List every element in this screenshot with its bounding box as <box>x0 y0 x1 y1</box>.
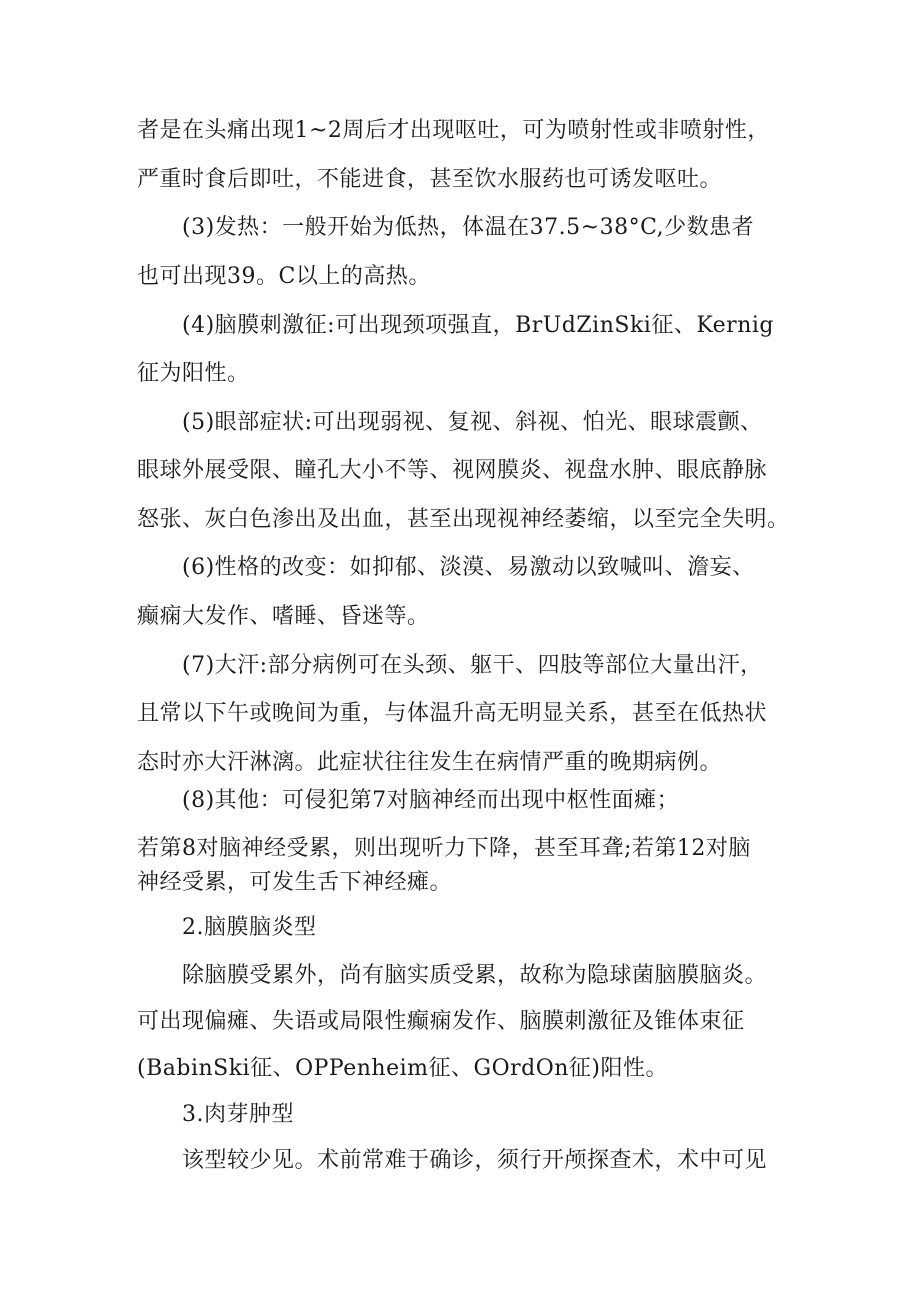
body-text-line: 者是在头痛出现1~2周后才出现呕吐，可为喷射性或非喷射性， <box>137 118 770 143</box>
section-heading-granuloma: 3.肉芽肿型 <box>182 1102 294 1127</box>
body-text-line: 若第8对脑神经受累，则出现听力下降，甚至耳聋;若第12对脑 <box>137 836 751 861</box>
list-item-eye-symptoms: (5)眼部症状:可出现弱视、复视、斜视、怕光、眼球震颤、 <box>182 410 763 435</box>
body-text-line: 严重时食后即吐，不能进食，甚至饮水服药也可诱发呕吐。 <box>137 167 723 192</box>
body-text-line: 该型较少见。术前常难于确诊，须行开颅探查术，术中可见 <box>182 1148 768 1173</box>
section-heading-meningoencephalitis: 2.脑膜脑炎型 <box>182 915 317 940</box>
list-item-personality-change: (6)性格的改变：如抑郁、淡漠、易激动以致喊叫、澹妄、 <box>182 555 755 580</box>
list-item-meningeal-signs: (4)脑膜刺激征:可出现颈项强直，BrUdZinSki征、Kernig <box>182 313 774 338</box>
body-text-line: 除脑膜受累外，尚有脑实质受累，故称为隐球菌脑膜脑炎。 <box>182 963 768 988</box>
body-text-line: 眼球外展受限、瞳孔大小不等、视网膜炎、视盘水肿、眼底静脉 <box>137 458 768 483</box>
body-text-line: 征为阳性。 <box>137 361 250 386</box>
body-text-line: 怒张、灰白色渗出及出血，甚至出现视神经萎缩，以至完全失明。 <box>137 507 790 532</box>
list-item-other: (8)其他：可侵犯第7对脑神经而出现中枢性面瘫； <box>182 788 680 813</box>
body-text-line: 态时亦大汗淋漓。此症状往往发生在病情严重的晚期病例。 <box>137 750 723 775</box>
body-text-line: 可出现偏瘫、失语或局限性癫痫发作、脑膜刺激征及锥体束征 <box>137 1009 745 1034</box>
body-text-line: 神经受累，可发生舌下神经瘫。 <box>137 870 453 895</box>
body-text-line: 也可出现39。C以上的高热。 <box>137 264 431 289</box>
body-text-line: 癫痫大发作、嗜睡、昏迷等。 <box>137 604 430 629</box>
list-item-fever: (3)发热：一般开始为低热，体温在37.5~38°C,少数患者 <box>182 215 755 240</box>
list-item-sweating: (7)大汗:部分病例可在头颈、躯干、四肢等部位大量出汗， <box>182 653 763 678</box>
body-text-line: 且常以下午或晚间为重，与体温升高无明显关系，甚至在低热状 <box>137 701 768 726</box>
body-text-line: (BabinSki征、OPPenheim征、GOrdOn征)阳性。 <box>137 1056 669 1081</box>
